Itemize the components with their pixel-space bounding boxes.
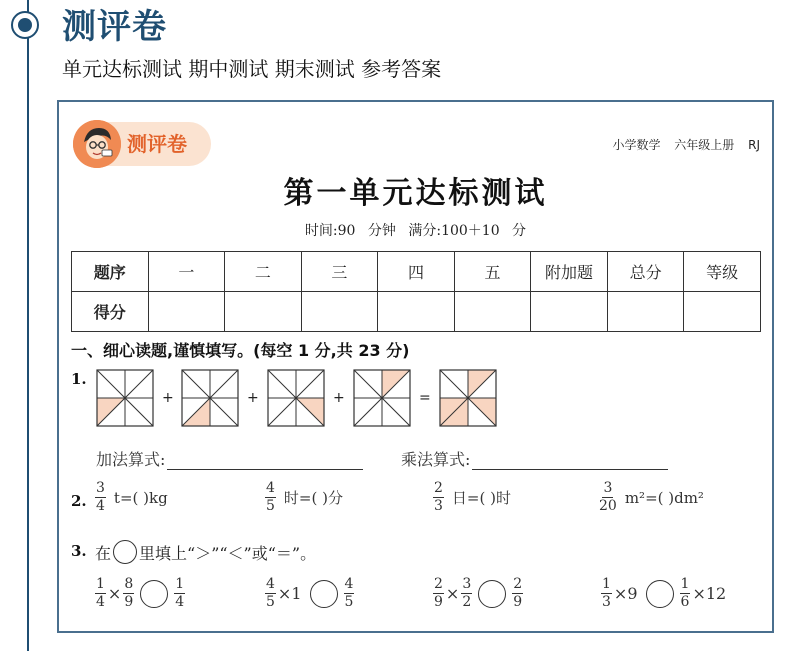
fraction: $\frac{4}{5}$ [344,576,354,610]
score-cell[interactable] [454,292,531,332]
table-cell: 等级 [684,252,761,292]
fraction-square-2 [181,369,239,427]
conversion-text: 日=( )时 [451,489,511,507]
fraction: $\frac{8}{9}$ [124,576,134,610]
score-cell[interactable] [531,292,608,332]
compare-expression: $\frac{1}{4}$ × $\frac{8}{9}$ $\frac{1}{4}$ [96,576,185,610]
compare-expression: $\frac{2}{9}$ × $\frac{3}{2}$ $\frac{2}{9}$ [434,576,523,610]
badge-label: 测评卷 [127,132,187,156]
compare-circle[interactable] [140,580,168,608]
addition-label: 加法算式: [96,450,166,469]
compare-circle[interactable] [478,580,506,608]
question-number: 2. [71,492,87,510]
table-cell: 附加题 [531,252,608,292]
addition-blank[interactable] [167,453,363,470]
header-bullet-icon [11,11,39,39]
question-number: 1. [71,370,87,388]
score-table-score-row [72,292,761,332]
conversion-item [599,480,704,515]
fraction-square-3 [267,369,325,427]
table-cell: 四 [378,252,455,292]
page-title: 测评卷 [62,7,167,47]
multiplication-answer [401,447,668,470]
test-title: 第一单元达标测试 [283,176,548,211]
equals-sign: = [419,390,431,406]
table-cell: 二 [225,252,302,292]
exam-badge [73,122,211,166]
compare-expression: $\frac{4}{5}$ ×1 $\frac{4}{5}$ [266,576,354,610]
score-cell[interactable] [301,292,378,332]
fraction-square-1 [96,369,154,427]
compare-expression: $\frac{1}{3}$ ×9 $\frac{1}{6}$ ×12 [602,576,727,610]
fraction-square-result [439,369,497,427]
book-info: 小学数学 六年级上册 RJ [612,138,760,152]
fraction: $\frac{4}{5}$ [266,480,275,514]
fraction-square-4 [353,369,411,427]
score-table-header-row [72,252,761,292]
compare-circle[interactable] [646,580,674,608]
multiplication-label: 乘法算式: [401,450,471,469]
table-cell: 五 [454,252,531,292]
conversion-text: m²=( )dm² [624,488,704,507]
score-table [71,251,761,332]
fraction: $\frac{3}{20}$ [599,480,617,514]
page-subtitle: 单元达标测试 期中测试 期末测试 参考答案 [62,57,442,81]
table-cell: 得分 [72,292,149,332]
fraction: $\frac{1}{4}$ [175,576,185,610]
question-3-instruction: 在 里填上“＞”“＜”或“＝”。 [95,540,316,564]
section-heading: 一、细心读题,谨慎填写。(每空 1 分,共 23 分) [71,341,410,360]
table-cell: 一 [148,252,225,292]
fraction: $\frac{2}{3}$ [434,480,443,514]
score-cell[interactable] [378,292,455,332]
table-cell: 题序 [72,252,149,292]
plus-sign: + [333,390,345,406]
student-avatar-icon [73,120,121,168]
table-cell: 三 [301,252,378,292]
question-number: 3. [71,542,87,560]
conversion-item [95,480,168,515]
circle-icon [113,540,137,564]
fraction: $\frac{1}{6}$ [680,576,690,610]
multiplication-blank[interactable] [472,453,668,470]
plus-sign: + [162,390,174,406]
fraction: $\frac{3}{4}$ [96,480,105,514]
conversion-text: t=( )kg [113,488,168,507]
fraction: $\frac{2}{9}$ [513,576,523,610]
fraction: $\frac{3}{2}$ [462,576,472,610]
score-cell[interactable] [225,292,302,332]
time-info: 时间:90 分钟 满分:100＋10 分 [304,223,527,239]
fraction: $\frac{4}{5}$ [266,576,275,610]
conversion-item [265,480,343,515]
addition-answer [96,447,363,470]
exam-card [57,100,774,633]
compare-circle[interactable] [310,580,338,608]
left-accent-line [27,0,29,651]
fraction: $\frac{2}{9}$ [434,576,443,610]
fraction: $\frac{1}{4}$ [96,576,105,610]
plus-sign: + [247,390,259,406]
score-cell[interactable] [684,292,761,332]
score-cell[interactable] [148,292,225,332]
conversion-item [433,480,511,515]
fraction: $\frac{1}{3}$ [602,576,611,610]
score-cell[interactable] [607,292,684,332]
table-cell: 总分 [607,252,684,292]
conversion-text: 时=( )分 [283,489,343,507]
